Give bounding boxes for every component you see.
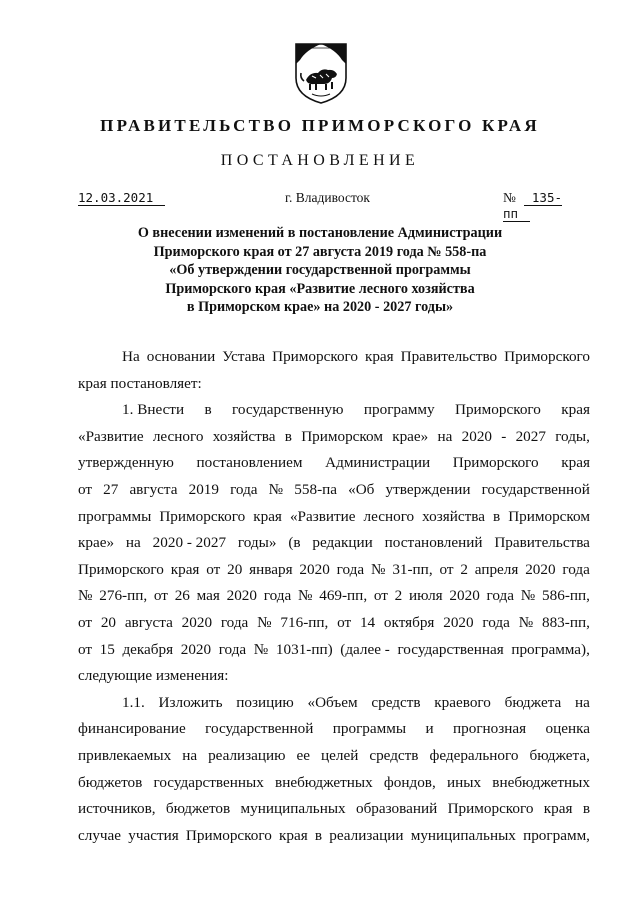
body-word: целей: [321, 746, 359, 764]
body-word: Правительства: [494, 534, 590, 552]
body-line: [78, 796, 590, 823]
body-line: [78, 770, 590, 797]
body-word: 20: [100, 613, 117, 631]
body-word: годы»: [237, 534, 277, 552]
body-line: [78, 557, 590, 584]
body-word: 1. Внести: [122, 401, 185, 419]
body-word: лесного: [363, 507, 415, 525]
body-word: утвержденную: [78, 454, 174, 472]
body-word: №: [520, 587, 536, 605]
body-word: 15: [99, 640, 115, 658]
body-word: Приморского: [452, 454, 539, 472]
body-word: 2020: [180, 640, 212, 658]
body-word: 586-пп,: [542, 587, 590, 605]
body-word: Приморского: [159, 507, 246, 525]
body-word: от: [206, 560, 221, 578]
body-word: апреля: [474, 560, 519, 578]
body-word: -: [501, 427, 507, 445]
body-word: от: [78, 613, 93, 631]
body-word: программа),: [511, 640, 590, 658]
body-word: 2: [460, 560, 468, 578]
body-word: в: [314, 826, 323, 844]
body-word: редакции: [312, 534, 373, 552]
body-word: 2020: [449, 587, 480, 605]
body-word: 27: [103, 480, 119, 498]
body-word: Приморского: [454, 401, 541, 419]
body-word: края: [279, 826, 308, 844]
body-word: края: [170, 560, 200, 578]
body-word: 2020: [461, 427, 493, 445]
body-word: №: [370, 560, 386, 578]
body-word: федерального: [429, 746, 519, 764]
body-word: реализацию: [208, 746, 286, 764]
body-word: «Объем: [307, 693, 358, 711]
body-word: октября: [383, 613, 435, 631]
body-word: программы: [78, 507, 152, 525]
body-word: реализации: [329, 826, 404, 844]
body-word: лесного: [152, 427, 204, 445]
government-title: ПРАВИТЕЛЬСТВО ПРИМОРСКОГО КРАЯ: [100, 116, 540, 135]
body-word: года: [263, 587, 292, 605]
body-word: На: [122, 348, 140, 365]
body-word: от: [439, 560, 454, 578]
document-date: 12.03.2021: [78, 190, 165, 206]
body-word: июля: [409, 587, 443, 605]
body-word: августа: [129, 480, 178, 498]
body-word: привлекаемых: [78, 746, 172, 764]
body-word: 2: [394, 587, 403, 605]
body-word: Приморского: [78, 560, 164, 578]
body-word: «Развитие: [289, 507, 356, 525]
body-word: №: [268, 480, 284, 498]
body-word: края: [561, 454, 590, 472]
body-word: края: [253, 507, 282, 525]
body-word: постановлений: [384, 534, 483, 552]
heading-line: Приморского края «Развитие лесного хозяйства: [165, 280, 475, 297]
body-word: 2020: [181, 613, 213, 631]
body-word: муниципальных: [240, 800, 346, 818]
heading-line: О внесении изменений в постановление Администрации: [137, 225, 503, 241]
body-word: 2019: [188, 480, 219, 498]
body-word: 20: [227, 560, 243, 578]
body-word: внебюджетных: [275, 773, 373, 791]
document-meta: [78, 190, 588, 221]
body-word: на: [575, 693, 590, 711]
body-word: прогнозная: [453, 720, 527, 738]
body-word: 558-па: [294, 480, 337, 498]
body-line: [78, 610, 590, 637]
body-word: хозяйства: [422, 507, 485, 525]
body-word: Приморского: [447, 800, 534, 818]
body-word: Изложить: [158, 693, 223, 711]
document-city: г. Владивосток: [285, 190, 370, 205]
body-word: августа: [124, 613, 173, 631]
heading-line: в Приморском крае» на 2020 - 2027 годы»: [186, 299, 454, 315]
body-word: от: [78, 480, 93, 498]
coat-of-arms-icon: [292, 40, 350, 106]
body-word: №: [253, 640, 269, 658]
body-word: 2020: [443, 613, 474, 631]
body-word: 883-пп,: [541, 613, 590, 631]
number-sign: №: [503, 190, 516, 205]
body-line: [78, 716, 590, 743]
body-word: №: [78, 587, 93, 605]
body-word: государственной: [481, 480, 590, 498]
body-word: года: [218, 640, 247, 658]
document-type: ПОСТАНОВЛЕНИЕ: [220, 152, 420, 169]
body-word: Правительство: [400, 348, 498, 365]
body-word: участия: [128, 826, 179, 844]
body-line: [78, 504, 590, 531]
body-word: Приморского: [504, 348, 590, 365]
body-word: программу: [363, 401, 435, 419]
body-line: [78, 583, 590, 610]
heading-line: Приморского края от 27 августа 2019 года № 558-па: [153, 243, 487, 260]
body-word: года: [482, 613, 510, 631]
body-word: краевого: [434, 693, 491, 711]
body-line: [78, 823, 590, 850]
body-word: государственных: [153, 773, 264, 791]
body-word: (в: [288, 534, 301, 552]
body-word: следующие изменения:: [78, 667, 229, 685]
body-word: в: [493, 507, 501, 525]
body-word: случае: [78, 826, 122, 844]
body-word: года: [230, 480, 258, 498]
body-word: иных: [447, 773, 482, 791]
body-word: хозяйства: [212, 427, 276, 445]
body-word: бюджетов: [78, 773, 143, 791]
body-word: позицию: [236, 693, 294, 711]
body-word: бюджета: [504, 693, 562, 711]
body-word: 1.1.: [122, 693, 145, 711]
body-word: января: [249, 560, 293, 578]
body-word: внебюджетных: [492, 773, 590, 791]
body-word: Приморском: [508, 507, 590, 525]
body-word: средств: [371, 693, 421, 711]
body-word: крае»: [78, 534, 115, 552]
body-word: от: [153, 587, 168, 605]
body-word: края: [561, 401, 590, 419]
body-word: средств: [369, 746, 419, 764]
body-word: оценка: [545, 720, 590, 738]
body-line: [78, 743, 590, 770]
body-word: «Развитие: [78, 427, 144, 445]
body-word: на: [125, 534, 141, 552]
body-word: на: [437, 427, 453, 445]
body-word: государственная: [397, 640, 504, 658]
body-word: от: [337, 613, 352, 631]
body-word: Приморского: [272, 348, 358, 365]
body-word: края постановляет:: [78, 374, 202, 392]
body-word: №: [297, 587, 313, 605]
body-word: 26: [174, 587, 190, 605]
body-word: программы: [332, 720, 407, 738]
document-heading: [60, 224, 580, 317]
body-word: Устава: [222, 348, 266, 365]
body-line: [78, 450, 590, 477]
body-word: 31-пп,: [392, 560, 433, 578]
body-line: [78, 530, 590, 557]
body-word: 14: [359, 613, 376, 631]
body-word: 469-пп,: [319, 587, 368, 605]
body-word: декабря: [122, 640, 174, 658]
body-word: бюджета,: [529, 746, 590, 764]
body-word: 716-пп,: [280, 613, 329, 631]
body-word: от: [373, 587, 388, 605]
body-word: года: [562, 560, 590, 578]
body-word: в: [204, 401, 212, 419]
body-word: ее: [296, 746, 310, 764]
body-word: 276-пп,: [99, 587, 148, 605]
document-number: 135-пп: [503, 190, 562, 221]
body-word: фондов,: [383, 773, 436, 791]
body-line: [78, 690, 590, 717]
body-word: на: [182, 746, 198, 764]
body-line: [78, 477, 590, 504]
body-word: (далее -: [340, 640, 390, 658]
heading-line: «Об утверждении государственной программы: [169, 262, 471, 278]
body-word: муниципальных: [410, 826, 516, 844]
body-line: [78, 663, 590, 690]
body-word: 2027: [515, 427, 546, 445]
body-word: постановлением: [196, 454, 303, 472]
body-word: Приморском: [301, 427, 383, 445]
body-word: годы,: [555, 427, 590, 445]
body-word: утверждении: [385, 480, 471, 498]
body-word: 2020: [299, 560, 330, 578]
document-number-field: [503, 190, 588, 222]
body-word: программ,: [523, 826, 590, 844]
body-line: [78, 637, 590, 664]
body-word: 2020: [226, 587, 257, 605]
body-word: государственную: [232, 401, 344, 419]
body-line: [78, 371, 590, 398]
body-line: [78, 344, 590, 371]
body-word: мая: [196, 587, 220, 605]
body-word: 2020: [525, 560, 556, 578]
body-word: образований: [355, 800, 438, 818]
body-word: крае»: [392, 427, 429, 445]
body-word: Приморского: [185, 826, 272, 844]
body-word: края: [364, 348, 394, 365]
body-word: в: [284, 427, 292, 445]
body-word: бюджетов: [165, 800, 231, 818]
document-body: [78, 344, 590, 849]
body-line: [78, 397, 590, 424]
body-word: года: [220, 613, 249, 631]
body-word: 1031-пп): [275, 640, 333, 658]
body-word: в: [582, 800, 590, 818]
body-word: «Об: [348, 480, 375, 498]
body-word: №: [257, 613, 272, 631]
body-line: [78, 424, 590, 451]
body-word: Администрации: [325, 454, 431, 472]
body-word: и: [425, 720, 434, 738]
body-word: года: [486, 587, 515, 605]
body-word: от: [78, 640, 93, 658]
body-word: года: [336, 560, 365, 578]
body-word: источников,: [78, 800, 156, 818]
body-word: 2020 - 2027: [152, 534, 227, 552]
body-word: основании: [146, 348, 216, 365]
body-word: края: [543, 800, 573, 818]
body-word: государственной: [205, 720, 314, 738]
body-word: финансирование: [78, 720, 186, 738]
body-word: №: [518, 613, 534, 631]
